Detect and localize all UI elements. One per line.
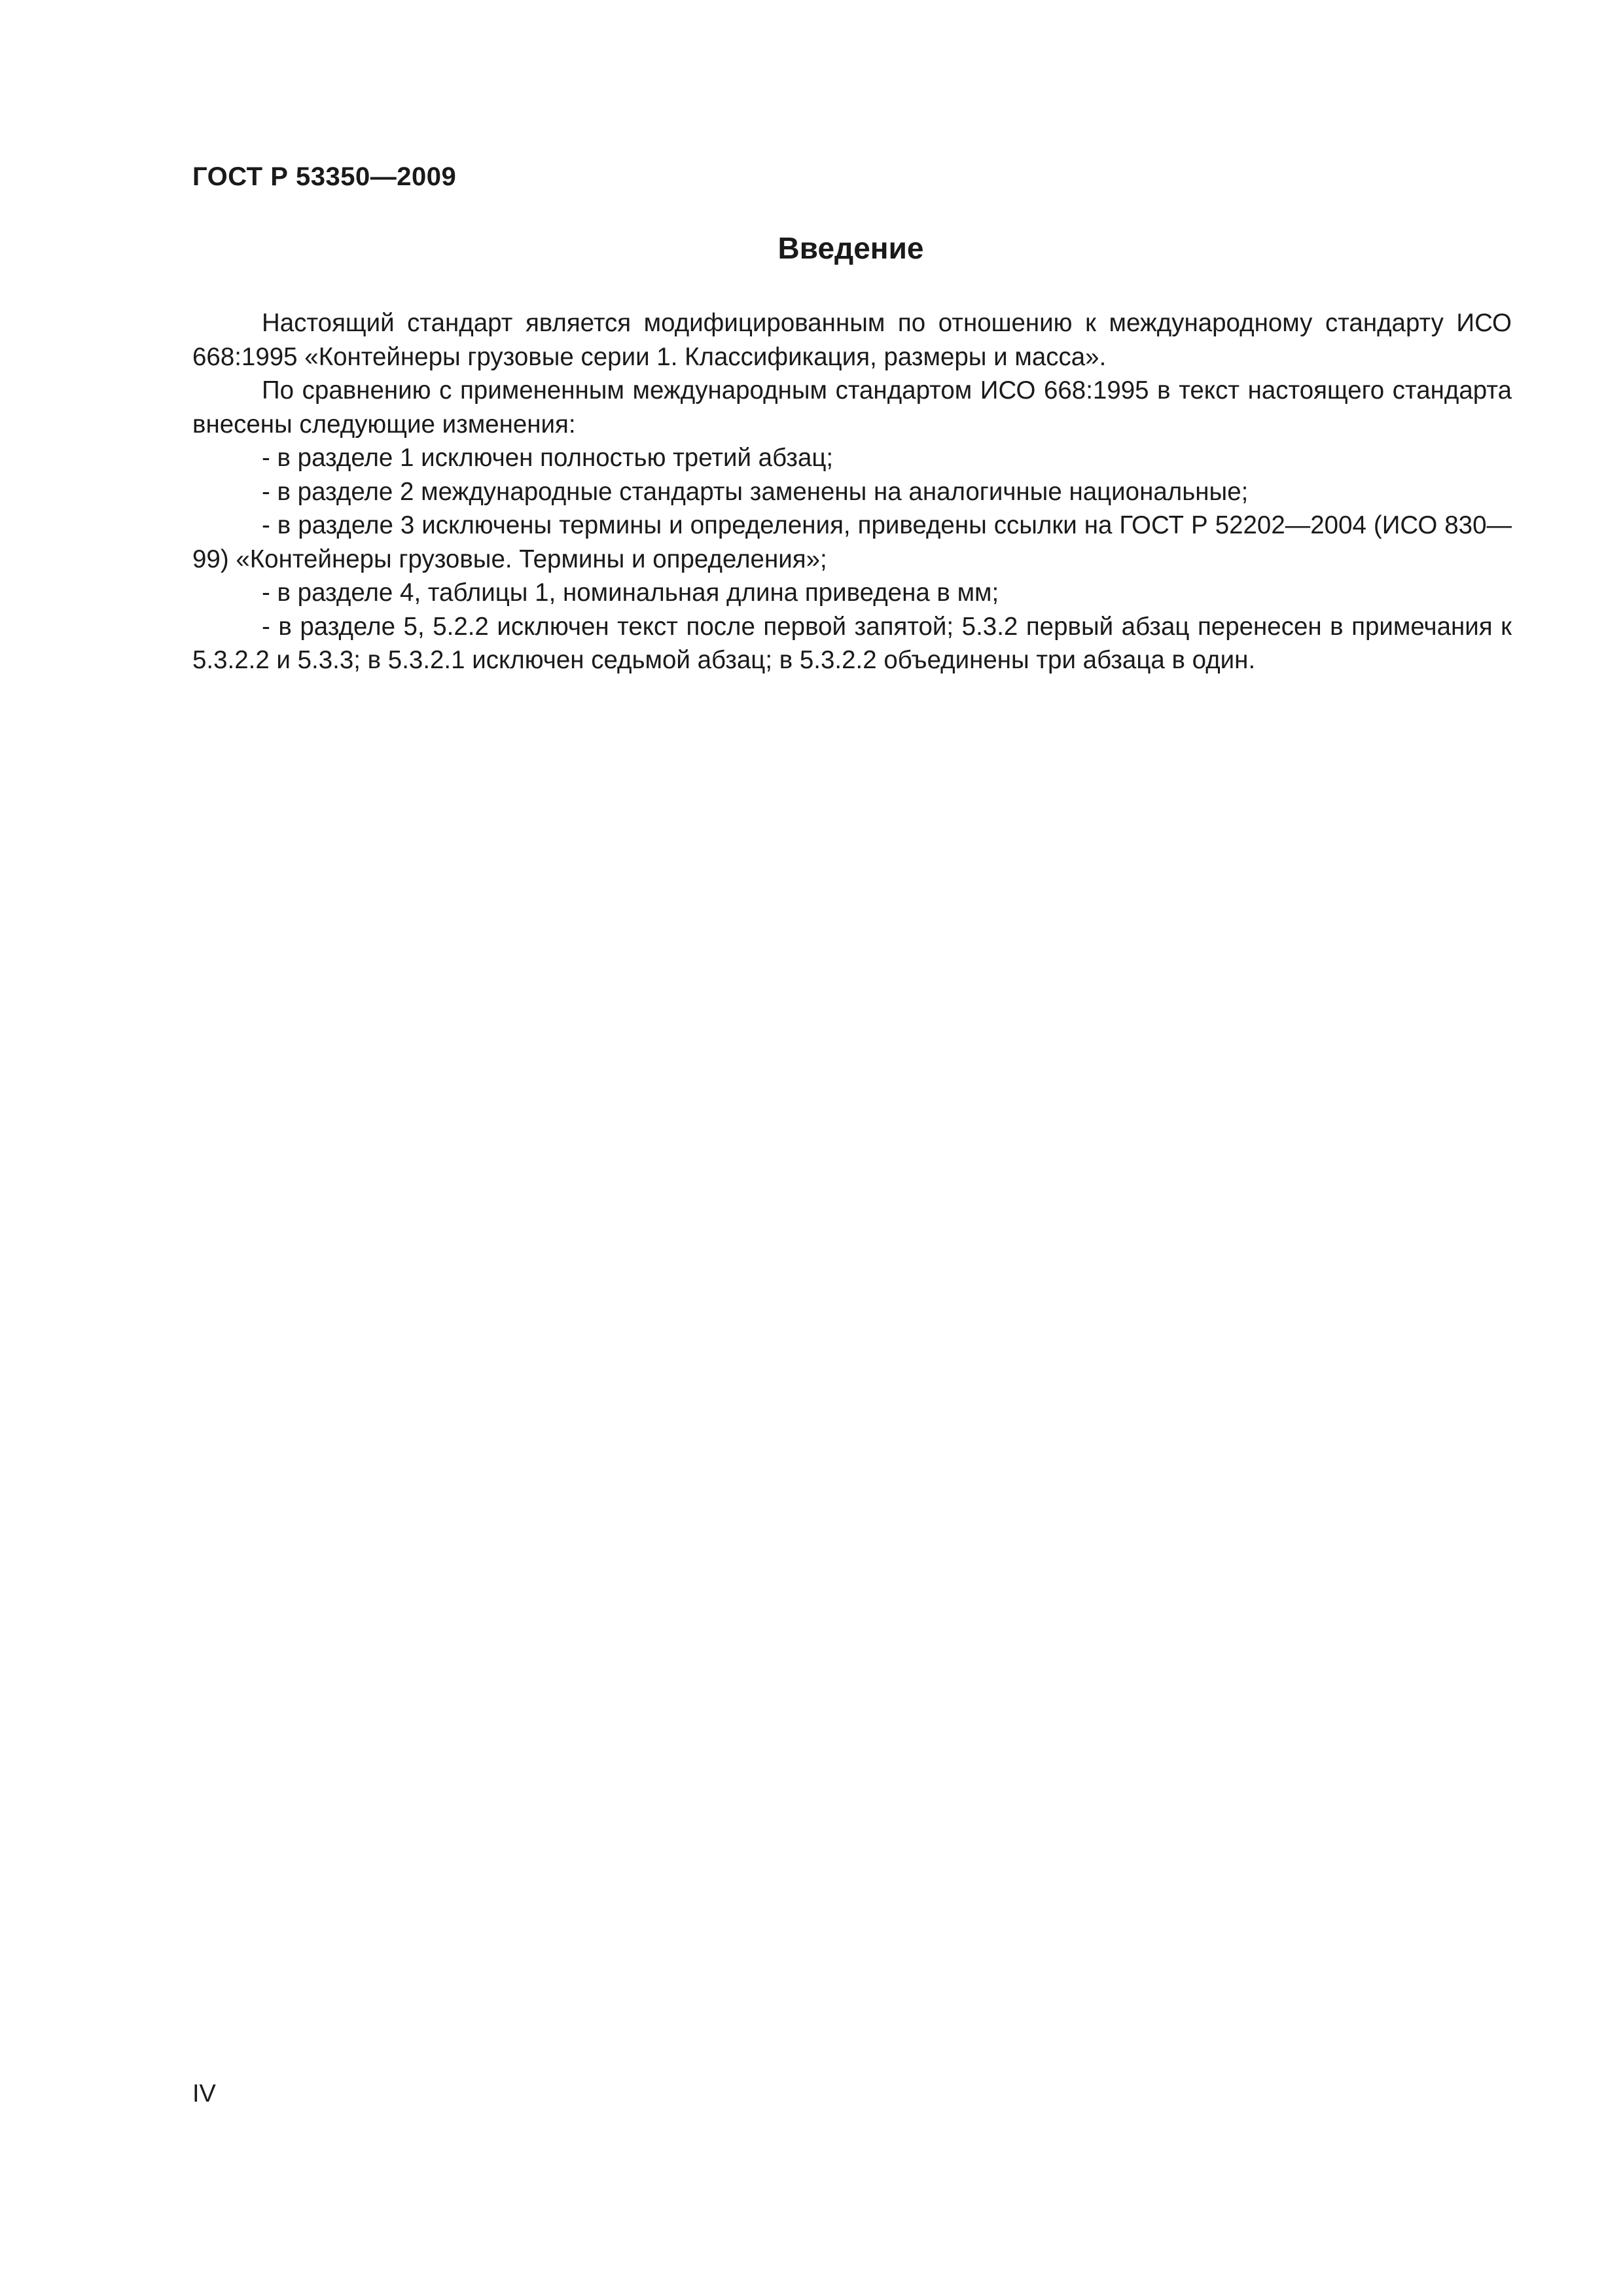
list-item-3: - в разделе 3 исключены термины и определения, приведены ссылки на ГОСТ Р 52202—2004 (ИСО 830—99) «Контейнеры грузовые. Термины и определения»; bbox=[192, 511, 1512, 573]
list-item-4: - в разделе 4, таблицы 1, номинальная длина приведена в мм; bbox=[262, 579, 999, 607]
list-item-5: - в разделе 5, 5.2.2 исключен текст после первой запятой; 5.3.2 первый абзац перенесен в примечания к 5.3.2.2 и 5.3.3; в 5.3.2.1 исключен седьмой абзац; в 5.3.2.2 объединены три абзаца в один. bbox=[192, 612, 1512, 674]
document-header: ГОСТ Р 53350—2009 bbox=[192, 162, 457, 191]
page-number: IV bbox=[192, 2080, 216, 2108]
paragraph-1: Настоящий стандарт является модифицированным по отношению к международному стандарту ИСО 668:1995 «Контейнеры грузовые серии 1. Классификация, размеры и масса». bbox=[192, 309, 1512, 371]
body-text bbox=[192, 306, 1512, 677]
section-title: Введение bbox=[777, 231, 924, 265]
paragraph-2: По сравнению с примененным международным стандартом ИСО 668:1995 в текст настоящего стандарта внесены следующие изменения: bbox=[192, 376, 1512, 439]
list-item-2: - в разделе 2 международные стандарты заменены на аналогичные национальные; bbox=[262, 477, 1249, 506]
list-item-1: - в разделе 1 исключен полностью третий абзац; bbox=[262, 444, 834, 472]
